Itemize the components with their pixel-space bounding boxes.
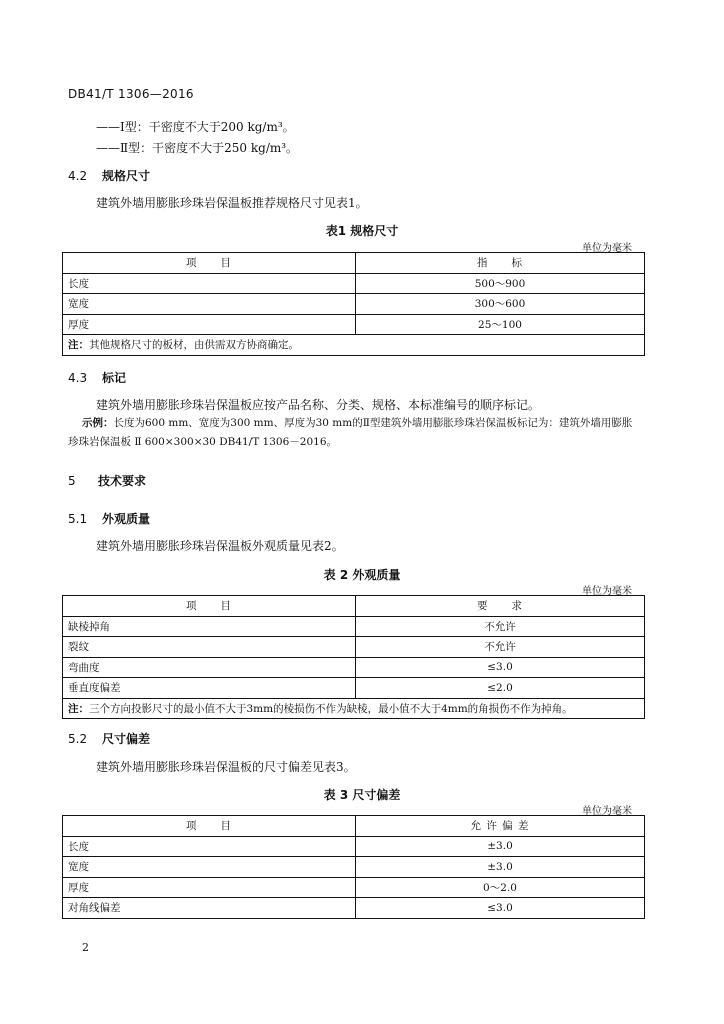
- table2-unit: 单位为毫米: [582, 586, 632, 597]
- table-cell: 25～100: [356, 314, 645, 335]
- section-number: 4.3: [68, 371, 88, 385]
- column-header: 项 目: [63, 816, 356, 837]
- table-row: [63, 273, 645, 294]
- table-cell: 厚度: [63, 877, 356, 898]
- table-cell: 垂直度偏差: [63, 678, 356, 699]
- table-cell: ≤3.0: [356, 898, 645, 919]
- section-number: 5.2: [68, 732, 88, 746]
- table-row: [63, 898, 645, 919]
- section-title: 规格尺寸: [102, 169, 151, 183]
- section-4-2-paragraph: 建筑外墙用膨胀珍珠岩保温板推荐规格尺寸见表1。: [96, 196, 368, 210]
- table-row: [63, 637, 645, 658]
- section-title: 外观质量: [102, 512, 151, 526]
- section-heading-4-2: [68, 167, 150, 184]
- table-cell: 0～2.0: [356, 877, 645, 898]
- section-title: 标记: [102, 371, 127, 385]
- section-number: 4.2: [68, 169, 88, 183]
- section-heading-5-1: [68, 510, 150, 527]
- section-heading-5-2: [68, 730, 150, 747]
- type-line-1: ——Ⅰ型：干密度不大于200 kg/m³。: [96, 120, 295, 134]
- column-header: 项 目: [63, 596, 356, 617]
- column-header: 要 求: [356, 596, 645, 617]
- table-row: [63, 314, 645, 335]
- column-header: 允 许 偏 差: [356, 816, 645, 837]
- table-cell: 裂纹: [63, 637, 356, 658]
- standard-code-header: DB41/T 1306—2016: [68, 87, 194, 101]
- table-row: [63, 836, 645, 857]
- table3-unit: 单位为毫米: [582, 806, 632, 817]
- table-row: [63, 294, 645, 315]
- table-header-row: [63, 596, 645, 617]
- table-row: [63, 678, 645, 699]
- table-cell: ≤3.0: [356, 657, 645, 678]
- table-header-row: [63, 816, 645, 837]
- table-cell: 不允许: [356, 637, 645, 658]
- table-row: [63, 857, 645, 878]
- table3: [62, 815, 645, 919]
- section-5-2-paragraph: 建筑外墙用膨胀珍珠岩保温板的尺寸偏差见表3。: [96, 760, 356, 774]
- note-label: 注：: [68, 702, 89, 715]
- section-5-1-paragraph: 建筑外墙用膨胀珍珠岩保温板外观质量见表2。: [96, 539, 344, 553]
- column-header: 指 标: [356, 253, 645, 274]
- table-header-row: [63, 253, 645, 274]
- table-row: [63, 616, 645, 637]
- example-label: 示例：: [82, 417, 114, 429]
- section-title: 尺寸偏差: [102, 732, 151, 746]
- table-cell: 500～900: [356, 273, 645, 294]
- table-cell: ±3.0: [356, 857, 645, 878]
- table-cell: 长度: [63, 273, 356, 294]
- table-cell: 宽度: [63, 294, 356, 315]
- table-note-row: [63, 698, 645, 719]
- table1-caption: 表1 规格尺寸: [325, 224, 399, 238]
- note-text: 三个方向投影尺寸的最小值不大于3mm的棱损伤不作为缺棱，最小值不大于4mm的角损伤不作为掉角。: [89, 702, 573, 715]
- table-row: [63, 877, 645, 898]
- table-cell: 缺棱掉角: [63, 616, 356, 637]
- table-cell: 厚度: [63, 314, 356, 335]
- table-note: [63, 698, 645, 719]
- table-cell: 对角线偏差: [63, 898, 356, 919]
- table-cell: 300～600: [356, 294, 645, 315]
- note-text: 其他规格尺寸的板材，由供需双方协商确定。: [89, 339, 299, 352]
- section-heading-5: [68, 472, 146, 489]
- section-heading-4-3: [68, 369, 126, 386]
- section-number: 5.1: [68, 512, 88, 526]
- type-line-2: ——Ⅱ型：干密度不大于250 kg/m³。: [96, 141, 299, 155]
- table1-unit: 单位为毫米: [582, 243, 632, 254]
- example-line-2: 珍珠岩保温板 Ⅱ 600×300×30 DB41/T 1306－2016。: [68, 436, 338, 448]
- table-note: [63, 335, 645, 356]
- section-4-3-paragraph: 建筑外墙用膨胀珍珠岩保温板应按产品名称、分类、规格、本标准编号的顺序标记。: [96, 398, 541, 412]
- table-cell: 弯曲度: [63, 657, 356, 678]
- table2: [62, 595, 645, 719]
- section-number: 5: [68, 474, 76, 488]
- table-cell: 不允许: [356, 616, 645, 637]
- table3-caption: 表 3 尺寸偏差: [323, 788, 401, 802]
- column-header: 项 目: [63, 253, 356, 274]
- table-note-row: [63, 335, 645, 356]
- section-title: 技术要求: [98, 474, 147, 488]
- table-cell: 长度: [63, 836, 356, 857]
- table-cell: ≤2.0: [356, 678, 645, 699]
- table-cell: 宽度: [63, 857, 356, 878]
- note-label: 注：: [68, 339, 89, 352]
- example-text: 长度为600 mm、宽度为300 mm、厚度为30 mm的Ⅱ型建筑外墙用膨胀珍珠岩保温板标记为：建筑外墙用膨胀: [113, 417, 633, 429]
- table-cell: ±3.0: [356, 836, 645, 857]
- table2-caption: 表 2 外观质量: [323, 568, 401, 582]
- page-number: 2: [82, 941, 89, 954]
- table-row: [63, 657, 645, 678]
- table1: [62, 252, 645, 356]
- example-line-1: [82, 415, 632, 430]
